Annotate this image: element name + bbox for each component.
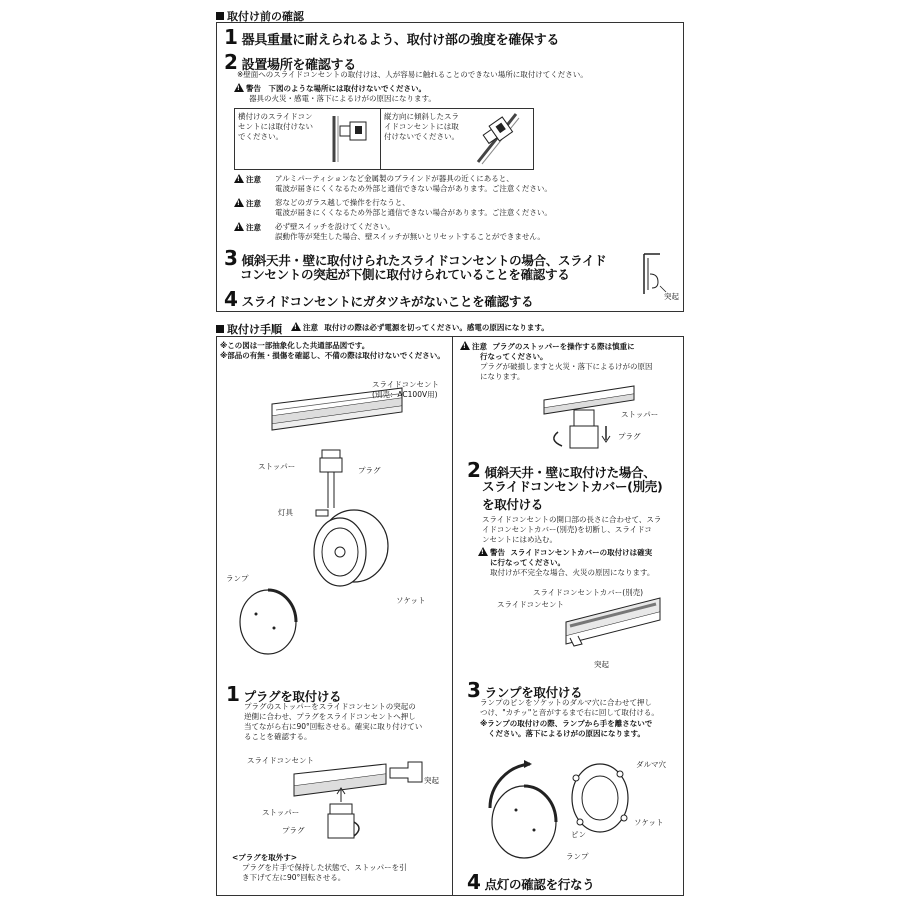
- caution-3-line-1: 必ず壁スイッチを設けてください。: [275, 222, 395, 231]
- tilted-outlet-illustration: [466, 112, 526, 167]
- warning-triangle-icon: [478, 547, 488, 556]
- fixture-illustration: [300, 448, 410, 618]
- warning-triangle-icon: [234, 83, 244, 92]
- right-step-2-warning-lines: に行なってください。 取付けが不完全な場合、火災の原因になります。: [490, 558, 655, 577]
- section-title-procedure: 取付け手順: [216, 321, 282, 337]
- square-bullet-icon: [216, 12, 224, 20]
- figure-a-text: 横付けのスライドコンセントには取付けないでください。: [238, 112, 313, 141]
- right-step-2-warning: !警告 スライドコンセントカバーの取付けは確実: [478, 547, 652, 558]
- before-step-3: 3 傾斜天井・壁に取付けられたスライドコンセントの場合、スライド: [224, 246, 607, 270]
- caution-triangle-icon: [234, 174, 244, 183]
- caution-2: !注意: [234, 198, 261, 209]
- right-step-3: 3 ランプを取付ける: [467, 678, 583, 702]
- warning-location: !警告 下図のような場所には取付けないでください。: [234, 83, 426, 94]
- step1-label-plug: プラグ: [282, 826, 305, 835]
- caution-1-line-2: 電波が届きにくくなるため外部と通信できない場合があります。ご注意ください。: [275, 184, 552, 193]
- caution-triangle-icon: [234, 198, 244, 207]
- label-stopper: ストッパー: [258, 462, 296, 471]
- figure-divider: [380, 108, 381, 170]
- label-right-lamp: ランプ: [566, 852, 589, 861]
- before-step-1: 1 器具重量に耐えられるよう、取付け部の強度を確保する: [224, 25, 560, 49]
- procedure-divider: [452, 336, 453, 896]
- section-title-before: 取付け前の確認: [216, 8, 304, 24]
- caution-1-line-1: アルミパーティションなど金属製のブラインドが器具の近くにあると、: [275, 174, 514, 183]
- caution-2-line-1: 窓などのガラス越しで操作を行なうと、: [275, 198, 410, 207]
- square-bullet-icon: [216, 325, 224, 333]
- label-plug: プラグ: [358, 466, 381, 475]
- caution-1: !注意: [234, 174, 261, 185]
- label-pin: ピン: [571, 830, 586, 839]
- right-step-2-desc: スライドコンセントの開口部の長さに合わせて、スラ イドコンセントカバー(別売)を切断し、スライドコ ンセントにはめ込む。: [482, 515, 662, 544]
- right-step-2-line-3: を取付ける: [482, 497, 544, 512]
- step1-label-outlet: スライドコンセント: [247, 756, 314, 765]
- right-step-4: 4 点灯の確認を行なう: [467, 870, 595, 894]
- procedure-caution: ! 注意 取付けの際は必ず電源を切ってください。感電の原因になります。: [291, 322, 549, 333]
- caution-3: !注意: [234, 222, 261, 233]
- caution-triangle-icon: [234, 222, 244, 231]
- right-step-3-desc: ランプのピンをソケットのダルマ穴に合わせて押し つけ、"カチッ"と音がするまで右に回して取付ける。: [480, 698, 659, 717]
- right-warning-lines: 行なってください。 プラグが破損しますと火災・落下によるけがの原因 になります。: [480, 352, 653, 381]
- lamp-attach-illustration: [476, 748, 646, 868]
- note-wall-mount: ※壁面へのスライドコンセントの取付けは、人が容易に触れることのできない場所に取付けてください。: [237, 70, 588, 79]
- sideways-outlet-illustration: [320, 112, 380, 167]
- caution-triangle-icon: [460, 341, 470, 350]
- before-step-4: 4 スライドコンセントにガタツキがないことを確認する: [224, 287, 534, 311]
- before-step-2: 2 設置場所を確認する: [224, 50, 356, 74]
- right-step-2: 2 傾斜天井・壁に取付けた場合、: [467, 458, 656, 482]
- left-step-1-desc: プラグのストッパーをスライドコンセントの突起の 逆側に合わせ、プラグをスライドコンセントへ押し 当てながら右に90°回転させる。確実に取り付けてい ることを確認する。: [244, 702, 423, 741]
- left-note-1: ※この図は一部抽象化した共通部品図です。: [220, 341, 370, 350]
- caution-2-line-2: 電波が届きにくくなるため外部と通信できない場合があります。ご注意ください。: [275, 208, 552, 217]
- label-socket: ソケット: [396, 596, 426, 605]
- label-outlet-sub: (別売：AC100V用): [372, 390, 438, 399]
- step1-label-protrusion: 突起: [424, 776, 439, 785]
- left-step-1: 1 プラグを取付ける: [226, 682, 342, 706]
- plug-attach-illustration: [290, 758, 440, 848]
- label-right-socket: ソケット: [634, 818, 664, 827]
- lamp-illustration: [234, 584, 314, 664]
- label-cover: スライドコンセントカバー(別売): [533, 588, 644, 597]
- remove-plug-title: <プラグを取外す>: [232, 853, 298, 862]
- label-outlet: スライドコンセント: [372, 380, 439, 389]
- caution-triangle-icon: [291, 322, 301, 331]
- right-label-stopper: ストッパー: [621, 410, 659, 419]
- caution-3-line-2: 誤動作等が発生した場合、壁スイッチが無いとリセットすることができません。: [275, 232, 545, 241]
- before-step-3-line-2: コンセントの突起が下側に取付けられていることを確認する: [240, 267, 570, 282]
- label-daruma-hole: ダルマ穴: [636, 760, 666, 769]
- right-label-plug: プラグ: [618, 432, 641, 441]
- label-slide-outlet: スライドコンセント: [497, 600, 564, 609]
- step1-label-stopper: ストッパー: [262, 808, 300, 817]
- right-warning: !注意 プラグのストッパーを操作する際は慎重に: [460, 341, 635, 352]
- protrusion-label: 突起: [664, 292, 679, 301]
- label-lamp: ランプ: [226, 574, 249, 583]
- label-cover-protrusion: 突起: [594, 660, 609, 669]
- right-step-2-line-2: スライドコンセントカバー(別売): [482, 479, 663, 494]
- left-note-2: ※部品の有無・損傷を確認し、不備の際は取付けないでください。: [220, 351, 445, 360]
- outlet-cover-illustration: [560, 592, 670, 662]
- figure-b-text: 縦方向に傾斜したスライドコンセントには取付けないでください。: [384, 112, 459, 141]
- right-step-3-note: ※ランプの取付けの際、ランプから手を離さないで ください。落下によるけがの原因になります。: [480, 719, 653, 738]
- remove-plug-desc: プラグを片手で保持した状態で、ストッパーを引 き下げて左に90°回転させる。: [242, 863, 407, 882]
- label-fixture: 灯具: [278, 508, 293, 517]
- warning-location-detail: 器具の火災・感電・落下によるけがの原因になります。: [249, 94, 436, 103]
